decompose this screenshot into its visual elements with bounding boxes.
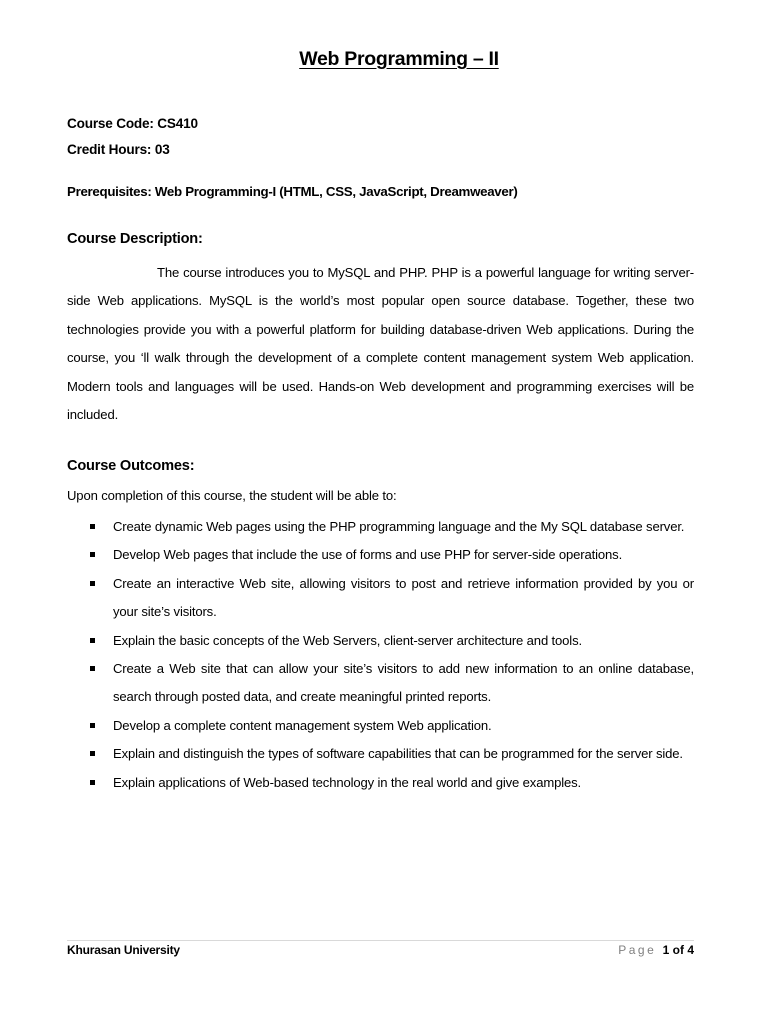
square-bullet-icon [90, 666, 95, 671]
current-page: 1 [662, 943, 670, 957]
course-description-heading: Course Description: [67, 231, 203, 247]
outcome-text: Explain the basic concepts of the Web Servers, client-server architecture and tools. [113, 632, 582, 648]
list-item [67, 513, 694, 541]
list-item [67, 769, 694, 797]
list-item [67, 740, 694, 768]
outcome-text: Create an interactive Web site, allowing visitors to post and retrieve information provided by you or your site’s visitors. [113, 575, 694, 620]
outcome-text: Develop Web pages that include the use of forms and use PHP for server-side operations. [113, 547, 623, 563]
course-outcomes-heading: Course Outcomes: [67, 458, 195, 474]
square-bullet-icon [90, 780, 95, 785]
footer-page-number [618, 943, 694, 957]
list-item [67, 712, 694, 740]
square-bullet-icon [90, 552, 95, 557]
page-label: Page [618, 943, 657, 957]
outcome-text: Explain applications of Web-based technology in the real world and give examples. [113, 774, 581, 790]
square-bullet-icon [90, 581, 95, 586]
square-bullet-icon [90, 751, 95, 756]
outcome-text: Develop a complete content management system Web application. [113, 717, 492, 733]
list-item [67, 570, 694, 627]
outcome-text: Explain and distinguish the types of software capabilities that can be programmed for the server side. [113, 746, 683, 762]
course-code: Course Code: CS410 [67, 116, 198, 131]
outcomes-intro: Upon completion of this course, the student will be able to: [67, 488, 397, 503]
outcomes-list [67, 513, 694, 797]
square-bullet-icon [90, 723, 95, 728]
total-pages: of 4 [672, 943, 694, 957]
list-item [67, 541, 694, 569]
footer-institution: Khurasan University [67, 943, 180, 957]
outcome-text: Create dynamic Web pages using the PHP programming language and the My SQL database server. [113, 519, 685, 534]
page-title: Web Programming – II [299, 48, 499, 70]
outcome-text: Create a Web site that can allow your site’s visitors to add new information to an online database, search through posted data, and create meaningful printed reports. [113, 661, 694, 705]
square-bullet-icon [90, 638, 95, 643]
prerequisites: Prerequisites: Web Programming-I (HTML, CSS, JavaScript, Dreamweaver) [67, 184, 518, 199]
list-item [67, 627, 694, 655]
square-bullet-icon [90, 524, 95, 529]
course-description-text: The course introduces you to MySQL and PHP. PHP is a powerful language for writing server-side Web applications. MySQL is the world’s most popular open source database. Together, these two technologies provide you with a powerful platform for building database-driven Web applications. During the course, you ‘ll walk through the development of a complete content management system Web application. Modern tools and languages will be used. Hands-on Web development and programming exercises will be included. [67, 265, 694, 423]
list-item [67, 655, 694, 712]
credit-hours: Credit Hours: 03 [67, 142, 170, 157]
footer-divider [67, 940, 694, 941]
